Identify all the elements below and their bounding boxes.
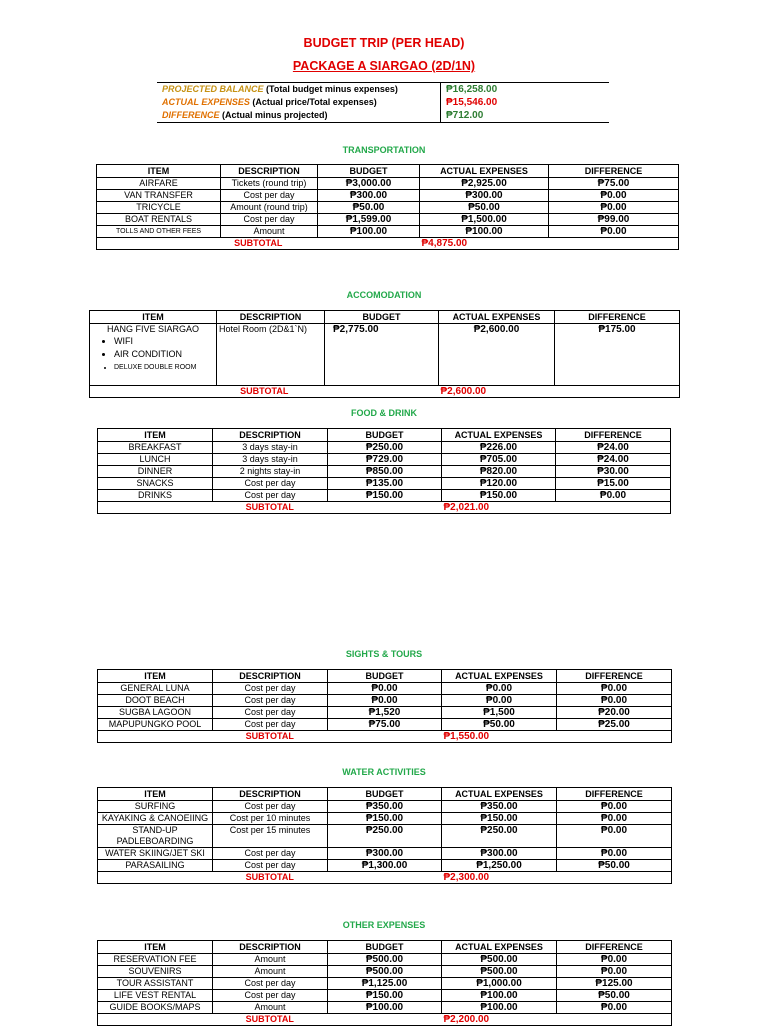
table-row <box>98 990 672 1002</box>
actual-cell: ₱1,500.00 <box>420 214 549 226</box>
budget-cell: ₱0.00 <box>328 695 442 707</box>
actual-cell: ₱100.00 <box>420 226 549 238</box>
table-row <box>98 490 671 502</box>
item-cell: TOUR ASSISTANT <box>98 978 213 990</box>
list-item: • DELUXE DOUBLE ROOM <box>114 361 214 374</box>
summary-table <box>157 82 609 123</box>
column-header: ITEM <box>97 165 221 178</box>
actual-cell: ₱100.00 <box>442 990 557 1002</box>
table-row <box>97 214 679 226</box>
subtotal-label: SUBTOTAL <box>90 386 439 398</box>
item-cell: STAND-UP PADLEBOARDING <box>98 825 213 848</box>
summary-row-actual <box>157 96 609 109</box>
projected-label: PROJECTED BALANCE <box>162 84 264 94</box>
item-cell: BREAKFAST <box>98 442 213 454</box>
difference-cell: ₱0.00 <box>557 695 672 707</box>
section-title-sights: SIGHTS & TOURS <box>345 649 423 659</box>
budget-cell: ₱250.00 <box>328 442 442 454</box>
budget-cell: ₱250.00 <box>328 825 442 848</box>
difference-cell: ₱0.00 <box>549 226 679 238</box>
actual-cell: ₱1,500 <box>442 707 557 719</box>
table-header-row <box>90 311 680 324</box>
table-row <box>98 848 672 860</box>
budget-cell: ₱100.00 <box>328 1002 442 1014</box>
subtotal-value: ₱2,021.00 <box>442 502 671 514</box>
item-cell: LIFE VEST RENTAL <box>98 990 213 1002</box>
table-header-row <box>98 788 672 801</box>
column-header: DESCRIPTION <box>221 165 318 178</box>
column-header: ACTUAL EXPENSES <box>442 941 557 954</box>
budget-cell: ₱0.00 <box>328 683 442 695</box>
description-cell: Cost per day <box>213 695 328 707</box>
description-cell: Cost per 10 minutes <box>213 813 328 825</box>
budget-cell: ₱1,125.00 <box>328 978 442 990</box>
item-cell: SURFING <box>98 801 213 813</box>
item-cell: VAN TRANSFER <box>97 190 221 202</box>
actual-cell: ₱150.00 <box>442 813 557 825</box>
table-row <box>98 442 671 454</box>
table-row <box>98 695 672 707</box>
budget-cell: ₱150.00 <box>328 990 442 1002</box>
budget-cell: ₱3,000.00 <box>318 178 420 190</box>
summary-row-difference <box>157 109 609 123</box>
column-header: ACTUAL EXPENSES <box>420 165 549 178</box>
budget-cell: ₱300.00 <box>318 190 420 202</box>
column-header: ACTUAL EXPENSES <box>439 311 555 324</box>
difference-cell: ₱0.00 <box>549 202 679 214</box>
table-row <box>98 707 672 719</box>
column-header: ITEM <box>90 311 217 324</box>
subtotal-value: ₱2,300.00 <box>442 872 672 884</box>
actual-cell: ₱1,250.00 <box>442 860 557 872</box>
table-row <box>98 683 672 695</box>
table-row <box>97 178 679 190</box>
description-cell: Cost per day <box>213 719 328 731</box>
table-row <box>98 454 671 466</box>
item-cell: LUNCH <box>98 454 213 466</box>
difference-cell: ₱15.00 <box>556 478 671 490</box>
actual-cell: ₱1,000.00 <box>442 978 557 990</box>
accommodation-table <box>89 310 680 398</box>
table-row <box>98 719 672 731</box>
description-cell: Amount <box>213 954 328 966</box>
table-row <box>98 966 672 978</box>
table-row <box>98 478 671 490</box>
difference-cell: ₱0.00 <box>557 683 672 695</box>
budget-cell: ₱50.00 <box>318 202 420 214</box>
difference-cell: ₱24.00 <box>556 442 671 454</box>
column-header: ITEM <box>98 670 213 683</box>
difference-cell: ₱0.00 <box>557 813 672 825</box>
subtotal-value: ₱4,875.00 <box>420 238 679 250</box>
water-table <box>97 787 672 884</box>
list-item: • WIFI <box>114 335 214 348</box>
accommodation-description: Hotel Room (2D&1`N) <box>217 324 325 386</box>
column-header: DESCRIPTION <box>213 670 328 683</box>
description-cell: Cost per day <box>213 683 328 695</box>
summary-row-projected <box>157 83 609 97</box>
difference-cell: ₱125.00 <box>557 978 672 990</box>
column-header: DESCRIPTION <box>217 311 325 324</box>
actual-cell: ₱250.00 <box>442 825 557 848</box>
subtotal-row <box>98 872 672 884</box>
column-header: DIFFERENCE <box>549 165 679 178</box>
subtotal-label: SUBTOTAL <box>97 238 420 250</box>
actual-cell: ₱120.00 <box>442 478 556 490</box>
budget-cell: ₱1,599.00 <box>318 214 420 226</box>
description-cell: Cost per day <box>213 801 328 813</box>
subtotal-label: SUBTOTAL <box>98 1014 442 1026</box>
table-row <box>98 978 672 990</box>
item-cell: GUIDE BOOKS/MAPS <box>98 1002 213 1014</box>
difference-cell: ₱0.00 <box>557 1002 672 1014</box>
actual-cell: ₱50.00 <box>420 202 549 214</box>
column-header: ITEM <box>98 429 213 442</box>
accommodation-item-cell <box>90 324 217 386</box>
accommodation-budget: ₱2,775.00 <box>325 324 439 386</box>
difference-cell: ₱99.00 <box>549 214 679 226</box>
table-row <box>98 825 672 848</box>
description-cell: Tickets (round trip) <box>221 178 318 190</box>
difference-cell: ₱50.00 <box>557 990 672 1002</box>
section-title-water: WATER ACTIVITIES <box>342 767 426 777</box>
column-header: DESCRIPTION <box>213 429 328 442</box>
list-item: • AIR CONDITION <box>114 348 214 361</box>
column-header: ACTUAL EXPENSES <box>442 788 557 801</box>
item-cell: DRINKS <box>98 490 213 502</box>
column-header: DIFFERENCE <box>556 429 671 442</box>
actual-cell: ₱350.00 <box>442 801 557 813</box>
budget-cell: ₱1,300.00 <box>328 860 442 872</box>
description-cell: 2 nights stay-in <box>213 466 328 478</box>
budget-cell: ₱100.00 <box>318 226 420 238</box>
difference-cell: ₱50.00 <box>557 860 672 872</box>
budget-cell: ₱729.00 <box>328 454 442 466</box>
section-title-accommodation: ACCOMODATION <box>346 290 422 300</box>
column-header: ACTUAL EXPENSES <box>442 670 557 683</box>
subtotal-row <box>90 386 680 398</box>
budget-cell: ₱150.00 <box>328 813 442 825</box>
projected-note: (Total budget minus expenses) <box>266 84 398 94</box>
page-title: BUDGET TRIP (PER HEAD) <box>303 36 465 50</box>
column-header: BUDGET <box>328 788 442 801</box>
actual-label: ACTUAL EXPENSES <box>162 97 250 107</box>
item-cell: SNACKS <box>98 478 213 490</box>
item-cell: RESERVATION FEE <box>98 954 213 966</box>
difference-cell: ₱20.00 <box>557 707 672 719</box>
actual-cell: ₱100.00 <box>442 1002 557 1014</box>
transportation-table <box>96 164 679 250</box>
difference-cell: ₱24.00 <box>556 454 671 466</box>
description-cell: Amount <box>213 966 328 978</box>
table-header-row <box>98 670 672 683</box>
actual-note: (Actual price/Total expenses) <box>252 97 377 107</box>
item-cell: GENERAL LUNA <box>98 683 213 695</box>
description-cell: Cost per day <box>213 478 328 490</box>
item-cell: KAYAKING & CANOEIING <box>98 813 213 825</box>
item-cell: PARASAILING <box>98 860 213 872</box>
item-cell: SUGBA LAGOON <box>98 707 213 719</box>
accommodation-difference: ₱175.00 <box>555 324 680 386</box>
package-subtitle: PACKAGE A SIARGAO (2D/1N) <box>292 59 476 73</box>
column-header: BUDGET <box>328 670 442 683</box>
actual-cell: ₱300.00 <box>442 848 557 860</box>
actual-cell: ₱0.00 <box>442 695 557 707</box>
difference-note: (Actual minus projected) <box>222 110 328 120</box>
table-header-row <box>98 941 672 954</box>
table-row <box>98 466 671 478</box>
subtotal-row <box>97 238 679 250</box>
table-row <box>97 226 679 238</box>
difference-cell: ₱0.00 <box>557 801 672 813</box>
column-header: DIFFERENCE <box>555 311 680 324</box>
description-cell: Cost per 15 minutes <box>213 825 328 848</box>
actual-cell: ₱705.00 <box>442 454 556 466</box>
table-row <box>97 190 679 202</box>
other-table <box>97 940 672 1026</box>
description-cell: Cost per day <box>213 848 328 860</box>
column-header: ITEM <box>98 941 213 954</box>
difference-cell: ₱0.00 <box>557 848 672 860</box>
difference-cell: ₱0.00 <box>557 954 672 966</box>
difference-cell: ₱0.00 <box>557 966 672 978</box>
actual-cell: ₱50.00 <box>442 719 557 731</box>
accommodation-item: HANG FIVE SIARGAO <box>106 324 200 334</box>
actual-cell: ₱150.00 <box>442 490 556 502</box>
difference-value: ₱712.00 <box>441 109 610 123</box>
actual-cell: ₱820.00 <box>442 466 556 478</box>
actual-cell: ₱300.00 <box>420 190 549 202</box>
item-cell: SOUVENIRS <box>98 966 213 978</box>
section-title-other: OTHER EXPENSES <box>342 920 426 930</box>
item-cell: TRICYCLE <box>97 202 221 214</box>
subtotal-value: ₱2,600.00 <box>439 386 680 398</box>
difference-label: DIFFERENCE <box>162 110 220 120</box>
budget-cell: ₱135.00 <box>328 478 442 490</box>
item-cell: WATER SKIING/JET SKI <box>98 848 213 860</box>
item-cell: DINNER <box>98 466 213 478</box>
column-header: DIFFERENCE <box>557 941 672 954</box>
column-header: DESCRIPTION <box>213 941 328 954</box>
actual-cell: ₱500.00 <box>442 966 557 978</box>
table-row <box>97 202 679 214</box>
description-cell: Cost per day <box>213 490 328 502</box>
difference-cell: ₱0.00 <box>556 490 671 502</box>
difference-cell: ₱75.00 <box>549 178 679 190</box>
subtotal-row <box>98 502 671 514</box>
budget-cell: ₱350.00 <box>328 801 442 813</box>
description-cell: 3 days stay-in <box>213 442 328 454</box>
column-header: BUDGET <box>325 311 439 324</box>
description-cell: Cost per day <box>213 860 328 872</box>
budget-cell: ₱1,520 <box>328 707 442 719</box>
section-title-transportation: TRANSPORTATION <box>342 145 426 155</box>
subtotal-row <box>98 731 672 743</box>
subtotal-label: SUBTOTAL <box>98 872 442 884</box>
difference-cell: ₱30.00 <box>556 466 671 478</box>
description-cell: Cost per day <box>221 190 318 202</box>
table-row <box>90 324 680 386</box>
sights-table <box>97 669 672 743</box>
item-cell: MAPUPUNGKO POOL <box>98 719 213 731</box>
item-cell: BOAT RENTALS <box>97 214 221 226</box>
column-header: ITEM <box>98 788 213 801</box>
item-cell: DOOT BEACH <box>98 695 213 707</box>
description-cell: Cost per day <box>213 978 328 990</box>
difference-cell: ₱0.00 <box>549 190 679 202</box>
budget-cell: ₱300.00 <box>328 848 442 860</box>
column-header: BUDGET <box>328 429 442 442</box>
column-header: BUDGET <box>328 941 442 954</box>
column-header: DIFFERENCE <box>557 788 672 801</box>
table-row <box>98 954 672 966</box>
actual-cell: ₱226.00 <box>442 442 556 454</box>
column-header: BUDGET <box>318 165 420 178</box>
difference-cell: ₱25.00 <box>557 719 672 731</box>
item-cell: AIRFARE <box>97 178 221 190</box>
budget-cell: ₱500.00 <box>328 966 442 978</box>
description-cell: Amount <box>221 226 318 238</box>
actual-cell: ₱500.00 <box>442 954 557 966</box>
table-row <box>98 801 672 813</box>
column-header: DESCRIPTION <box>213 788 328 801</box>
column-header: ACTUAL EXPENSES <box>442 429 556 442</box>
budget-cell: ₱150.00 <box>328 490 442 502</box>
food-table <box>97 428 671 514</box>
table-row <box>98 1002 672 1014</box>
section-title-food: FOOD & DRINK <box>351 408 417 418</box>
table-row <box>98 813 672 825</box>
actual-cell: ₱0.00 <box>442 683 557 695</box>
description-cell: Amount (round trip) <box>221 202 318 214</box>
budget-cell: ₱850.00 <box>328 466 442 478</box>
column-header: DIFFERENCE <box>557 670 672 683</box>
description-cell: Amount <box>213 1002 328 1014</box>
actual-value: ₱15,546.00 <box>441 96 610 109</box>
budget-cell: ₱500.00 <box>328 954 442 966</box>
description-cell: Cost per day <box>213 707 328 719</box>
difference-cell: ₱0.00 <box>557 825 672 848</box>
table-row <box>98 860 672 872</box>
description-cell: 3 days stay-in <box>213 454 328 466</box>
budget-cell: ₱75.00 <box>328 719 442 731</box>
table-header-row <box>97 165 679 178</box>
actual-cell: ₱2,925.00 <box>420 178 549 190</box>
description-cell: Cost per day <box>213 990 328 1002</box>
subtotal-label: SUBTOTAL <box>98 731 442 743</box>
accommodation-actual: ₱2,600.00 <box>439 324 555 386</box>
table-header-row <box>98 429 671 442</box>
projected-value: ₱16,258.00 <box>441 83 610 97</box>
description-cell: Cost per day <box>221 214 318 226</box>
subtotal-value: ₱2,200.00 <box>442 1014 672 1026</box>
subtotal-value: ₱1,550.00 <box>442 731 672 743</box>
accommodation-features <box>92 335 214 374</box>
subtotal-label: SUBTOTAL <box>98 502 442 514</box>
item-cell: TOLLS AND OTHER FEES <box>97 226 221 238</box>
